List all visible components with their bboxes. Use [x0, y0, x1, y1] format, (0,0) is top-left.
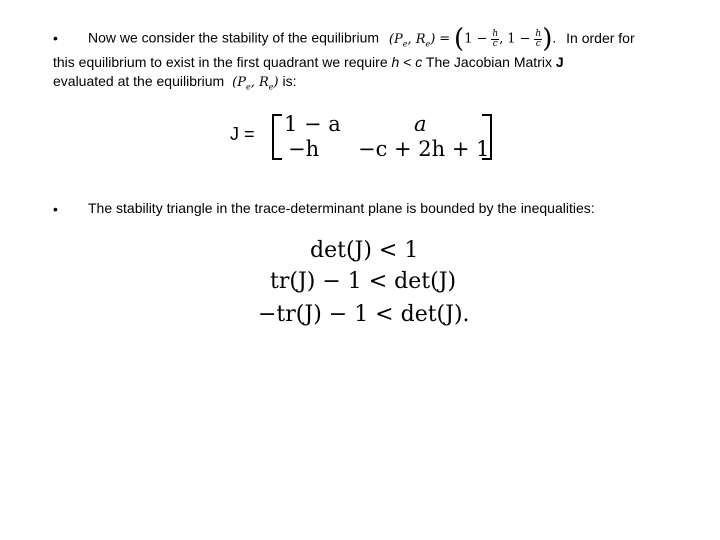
matrix-lhs: J =	[230, 124, 255, 144]
fraction-h-over-c-1: $\frac{h}{c}$	[492, 28, 499, 49]
equals-sign: =	[439, 31, 451, 47]
para1-line1-text: Now we consider the stability of the equilibrium	[88, 29, 380, 46]
bullet-2: •	[53, 201, 58, 217]
fraction-h-over-c-2: $\frac{h}{c}$	[535, 28, 542, 49]
para1-line2-tail: The Jacobian Matrix	[425, 54, 552, 70]
inequality-2: tr(J) − 1 < det(J)	[270, 269, 457, 294]
matrix-a12: a	[414, 112, 427, 136]
para2-text: The stability triangle in the trace-determinant plane is bounded by the inequalities:	[88, 200, 595, 216]
para1-line1	[88, 24, 708, 54]
para1-line2	[53, 53, 564, 71]
para1-line2-text: this equilibrium to exist in the first quadrant we require	[53, 54, 388, 70]
var-c: c	[415, 54, 423, 70]
bullet-1: •	[53, 30, 58, 46]
open-paren: (	[454, 24, 465, 54]
bold-J: J	[555, 54, 564, 70]
one-minus-1: 1 −	[464, 31, 488, 47]
equilibrium-pair: ($P_e$, $R_e$)	[388, 31, 436, 49]
period: .	[552, 29, 557, 46]
matrix-a21: −h	[288, 137, 320, 161]
less-than: <	[403, 54, 412, 70]
close-paren: )	[542, 24, 553, 54]
matrix-left-bracket	[272, 114, 282, 160]
para1-line3	[53, 72, 296, 97]
one-minus-2: 1 −	[507, 31, 531, 47]
inequality-3: −tr(J) − 1 < det(J).	[258, 302, 470, 327]
inequality-1: det(J) < 1	[310, 238, 419, 263]
comma: ,	[499, 31, 504, 47]
matrix-a11: 1 − a	[284, 112, 341, 136]
para1-line3-tail: is:	[282, 73, 297, 89]
matrix-a22: −c + 2h + 1	[358, 137, 490, 161]
equilibrium-pair-2: ($P_e$, $R_e$)	[232, 75, 279, 92]
para1-line1-tail: In order for	[566, 29, 635, 46]
var-h: h	[391, 54, 400, 70]
para1-line3-text: evaluated at the equilibrium	[53, 73, 225, 89]
